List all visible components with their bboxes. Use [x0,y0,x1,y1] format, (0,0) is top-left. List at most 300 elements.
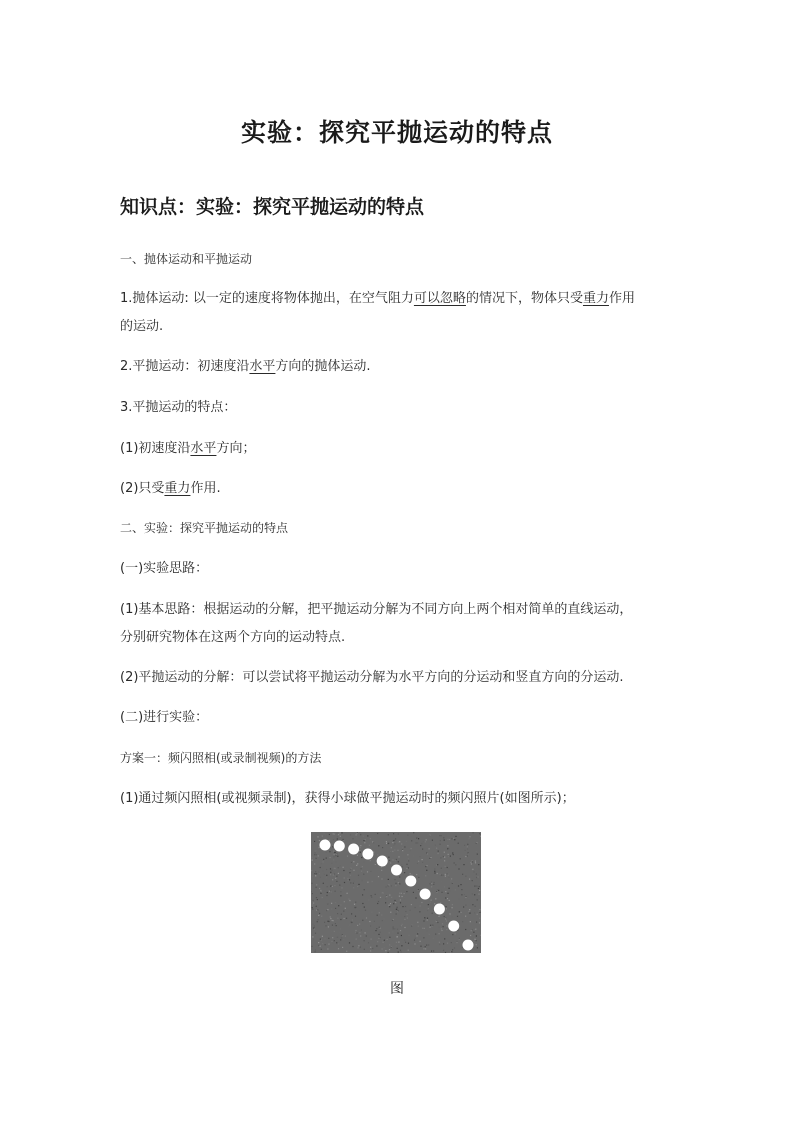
photo-grain [357,863,358,864]
photo-grain [469,913,470,914]
photo-grain [326,910,327,911]
photo-grain [316,873,317,874]
photo-grain [399,876,400,877]
photo-grain [385,898,386,899]
photo-grain [319,873,320,874]
photo-grain [418,890,419,891]
photo-grain [474,929,475,930]
photo-grain [314,873,315,874]
photo-grain [396,913,397,914]
photo-grain [467,855,468,856]
strobe-ball [463,940,474,951]
photo-grain [392,851,393,852]
photo-grain [459,938,460,939]
strobe-ball [320,840,331,851]
photo-grain [353,887,354,888]
photo-grain [315,933,316,934]
photo-grain [366,935,367,936]
photo-grain [452,883,453,884]
photo-grain [407,867,408,868]
photo-grain [467,848,468,849]
photo-grain [393,833,394,834]
photo-grain [348,926,349,927]
photo-grain [440,844,441,845]
photo-grain [312,909,313,910]
photo-grain [455,889,456,890]
photo-grain [434,868,435,869]
photo-grain [336,902,337,903]
photo-grain [364,842,365,843]
photo-grain [323,861,324,862]
photo-grain [408,860,409,861]
photo-grain [448,877,449,878]
photo-grain [419,856,420,857]
photo-grain [459,898,460,899]
photo-grain [336,881,337,882]
photo-grain [472,880,473,881]
photo-grain [398,842,399,843]
text-run: 的运动. [120,319,164,334]
text-run: (1)初速度沿 [120,441,191,456]
photo-grain [322,943,323,944]
photo-grain [334,868,335,869]
photo-grain [416,838,417,839]
photo-grain [416,842,417,843]
photo-grain [389,932,390,933]
photo-grain [429,859,430,860]
photo-grain [411,848,412,849]
photo-grain [434,882,435,883]
photo-grain [457,916,458,917]
photo-grain [427,910,428,911]
photo-grain [445,876,446,877]
photo-grain [321,916,322,917]
photo-grain [459,911,460,912]
photo-grain [441,881,442,882]
photo-grain [415,938,416,939]
photo-grain [478,894,479,895]
photo-grain [356,837,357,838]
photo-grain [432,913,433,914]
photo-grain [411,904,412,905]
photo-grain [461,894,462,895]
photo-grain [392,842,393,843]
photo-grain [312,860,313,861]
photo-grain [331,903,332,904]
photo-grain [352,946,353,947]
photo-grain [362,920,363,921]
photo-grain [337,836,338,837]
photo-grain [447,839,448,840]
photo-grain [458,843,459,844]
photo-grain [465,929,466,930]
photo-grain [464,894,465,895]
photo-grain [396,859,397,860]
photo-grain [437,864,438,865]
photo-grain [324,833,325,834]
photo-grain [364,949,365,950]
photo-grain [316,884,317,885]
photo-grain [359,924,360,925]
photo-grain [419,911,420,912]
photo-grain [379,912,380,913]
photo-grain [388,879,389,880]
photo-grain [362,880,363,881]
photo-grain [450,914,451,915]
photo-grain [392,931,393,932]
photo-grain [311,891,312,892]
photo-grain [378,876,379,877]
photo-grain [459,914,460,915]
photo-grain [333,859,334,860]
photo-grain [447,867,448,868]
photo-grain [353,861,354,862]
photo-grain [332,943,333,944]
photo-grain [401,951,402,952]
photo-grain [377,941,378,942]
photo-grain [438,890,439,891]
photo-grain [475,939,476,940]
photo-grain [359,832,360,833]
photo-grain [475,862,476,863]
photo-grain [401,935,402,936]
photo-grain [449,888,450,889]
photo-grain [349,900,350,901]
photo-grain [400,919,401,920]
photo-grain [340,919,341,920]
photo-grain [432,951,433,952]
photo-grain [427,918,428,919]
underlined-term: 水平 [249,359,276,374]
photo-grain [438,916,439,917]
photo-grain [338,905,339,906]
photo-grain [437,896,438,897]
photo-grain [411,836,412,837]
photo-grain [443,926,444,927]
photo-grain [446,908,447,909]
photo-grain [434,903,435,904]
photo-grain [445,866,446,867]
photo-grain [447,943,448,944]
photo-grain [454,947,455,948]
photo-grain [404,940,405,941]
photo-grain [409,935,410,936]
photo-grain [341,937,342,938]
photo-grain [322,936,323,937]
photo-grain [456,942,457,943]
photo-grain [336,937,337,938]
photo-grain [429,927,430,928]
photo-grain [417,842,418,843]
photo-grain [332,925,333,926]
photo-grain [388,843,389,844]
photo-grain [334,940,335,941]
photo-grain [334,931,335,932]
photo-grain [448,856,449,857]
photo-grain [447,898,448,899]
photo-grain [358,875,359,876]
photo-grain [420,941,421,942]
photo-grain [316,906,317,907]
photo-grain [382,847,383,848]
photo-grain [400,925,401,926]
photo-grain [324,874,325,875]
photo-grain [358,878,359,879]
photo-grain [444,860,445,861]
photo-grain [389,949,390,950]
photo-grain [364,907,365,908]
photo-grain [435,934,436,935]
photo-grain [330,916,331,917]
photo-grain [342,934,343,935]
photo-grain [372,881,373,882]
photo-grain [340,939,341,940]
photo-grain [433,909,434,910]
photo-grain [335,923,336,924]
photo-grain [404,919,405,920]
photo-grain [317,836,318,837]
photo-grain [455,933,456,934]
photo-grain [371,897,372,898]
photo-grain [320,890,321,891]
photo-grain [328,926,329,927]
photo-grain [374,921,375,922]
photo-grain [330,886,331,887]
photo-grain [431,882,432,883]
photo-grain [429,883,430,884]
photo-grain [339,932,340,933]
photo-grain [370,871,371,872]
photo-grain [313,927,314,928]
photo-grain [435,898,436,899]
photo-grain [385,950,386,951]
photo-grain [463,864,464,865]
photo-grain [404,893,405,894]
photo-grain [362,894,363,895]
photo-grain [402,906,403,907]
photo-grain [356,939,357,940]
photo-grain [410,910,411,911]
photo-grain [364,940,365,941]
photo-grain [452,934,453,935]
photo-grain [341,832,342,833]
photo-grain [351,913,352,914]
photo-grain [418,877,419,878]
photo-grain [477,899,478,900]
photo-grain [472,861,473,862]
photo-grain [390,903,391,904]
photo-grain [351,922,352,923]
photo-grain [354,904,355,905]
photo-grain [420,845,421,846]
photo-grain [318,855,319,856]
photo-grain [361,857,362,858]
photo-grain [398,856,399,857]
photo-grain [402,850,403,851]
photo-grain [394,879,395,880]
photo-grain [312,950,313,951]
photo-grain [435,845,436,846]
section2-paragraph-3: (2)平抛运动的分解：可以尝试将平抛运动分解为水平方向的分运动和竖直方向的分运动. [120,670,624,685]
photo-grain [373,932,374,933]
photo-grain [452,907,453,908]
photo-grain [328,944,329,945]
photo-grain [331,941,332,942]
strobe-ball [377,856,388,867]
photo-grain [422,859,423,860]
photo-grain [343,840,344,841]
photo-grain [329,891,330,892]
photo-grain [376,928,377,929]
photo-grain [433,884,434,885]
photo-grain [415,907,416,908]
photo-grain [426,876,427,877]
photo-grain [345,908,346,909]
photo-grain [404,916,405,917]
photo-grain [443,950,444,951]
photo-grain [399,841,400,842]
photo-grain [408,867,409,868]
photo-grain [338,873,339,874]
photo-grain [324,922,325,923]
photo-grain [436,891,437,892]
section1-paragraph-1 [120,285,690,341]
photo-grain [444,840,445,841]
photo-grain [318,942,319,943]
photo-grain [398,952,399,953]
photo-grain [456,941,457,942]
photo-grain [395,838,396,839]
photo-grain [332,937,333,938]
photo-grain [461,912,462,913]
photo-grain [454,862,455,863]
photo-grain [479,911,480,912]
photo-grain [316,897,317,898]
photo-grain [427,919,428,920]
photo-grain [361,868,362,869]
photo-grain [369,845,370,846]
section2-paragraph-1: (一)实验思路： [120,561,209,576]
photo-grain [431,886,432,887]
photo-grain [441,930,442,931]
photo-grain [403,914,404,915]
photo-grain [364,861,365,862]
photo-grain [327,892,328,893]
photo-grain [476,922,477,923]
photo-grain [333,839,334,840]
photo-grain [468,898,469,899]
photo-grain [363,874,364,875]
photo-grain [370,947,371,948]
photo-grain [378,845,379,846]
photo-grain [449,839,450,840]
photo-grain [471,930,472,931]
photo-grain [335,891,336,892]
section1-paragraph-3: 3.平抛运动的特点： [120,400,237,415]
photo-grain [352,919,353,920]
photo-grain [389,895,390,896]
photo-grain [375,930,376,931]
photo-grain [315,875,316,876]
photo-grain [370,838,371,839]
photo-grain [357,833,358,834]
photo-grain [384,918,385,919]
photo-grain [440,874,441,875]
photo-grain [368,899,369,900]
photo-grain [316,858,317,859]
photo-grain [333,856,334,857]
photo-grain [465,897,466,898]
photo-grain [311,883,312,884]
photo-grain [388,834,389,835]
photo-grain [372,948,373,949]
photo-grain [357,855,358,856]
photo-grain [355,916,356,917]
photo-grain [396,945,397,946]
photo-grain [402,924,403,925]
photo-grain [340,836,341,837]
photo-grain [355,932,356,933]
photo-grain [407,854,408,855]
photo-grain [343,839,344,840]
photo-grain [469,909,470,910]
photo-grain [470,921,471,922]
photo-grain [316,910,317,911]
photo-grain [401,864,402,865]
photo-grain [319,888,320,889]
photo-grain [425,918,426,919]
photo-grain [396,901,397,902]
photo-grain [453,854,454,855]
photo-grain [393,903,394,904]
photo-grain [405,942,406,943]
photo-grain [478,864,479,865]
photo-grain [322,897,323,898]
photo-grain [396,909,397,910]
photo-grain [331,870,332,871]
photo-grain [331,891,332,892]
photo-grain [349,942,350,943]
photo-grain [320,877,321,878]
photo-grain [330,944,331,945]
photo-grain [338,834,339,835]
photo-grain [393,845,394,846]
photo-grain [317,899,318,900]
photo-grain [360,845,361,846]
photo-grain [341,887,342,888]
photo-grain [480,935,481,936]
photo-grain [318,871,319,872]
photo-grain [350,875,351,876]
photo-grain [340,891,341,892]
photo-grain [371,895,372,896]
photo-grain [354,881,355,882]
photo-grain [420,889,421,890]
photo-grain [324,938,325,939]
photo-grain [342,935,343,936]
photo-grain [331,908,332,909]
photo-grain [386,841,387,842]
photo-grain [397,933,398,934]
photo-grain [359,910,360,911]
photo-grain [430,885,431,886]
photo-grain [451,878,452,879]
photo-grain [405,911,406,912]
photo-grain [469,838,470,839]
photo-grain [358,945,359,946]
photo-grain [427,853,428,854]
strobe-ball [434,904,445,915]
